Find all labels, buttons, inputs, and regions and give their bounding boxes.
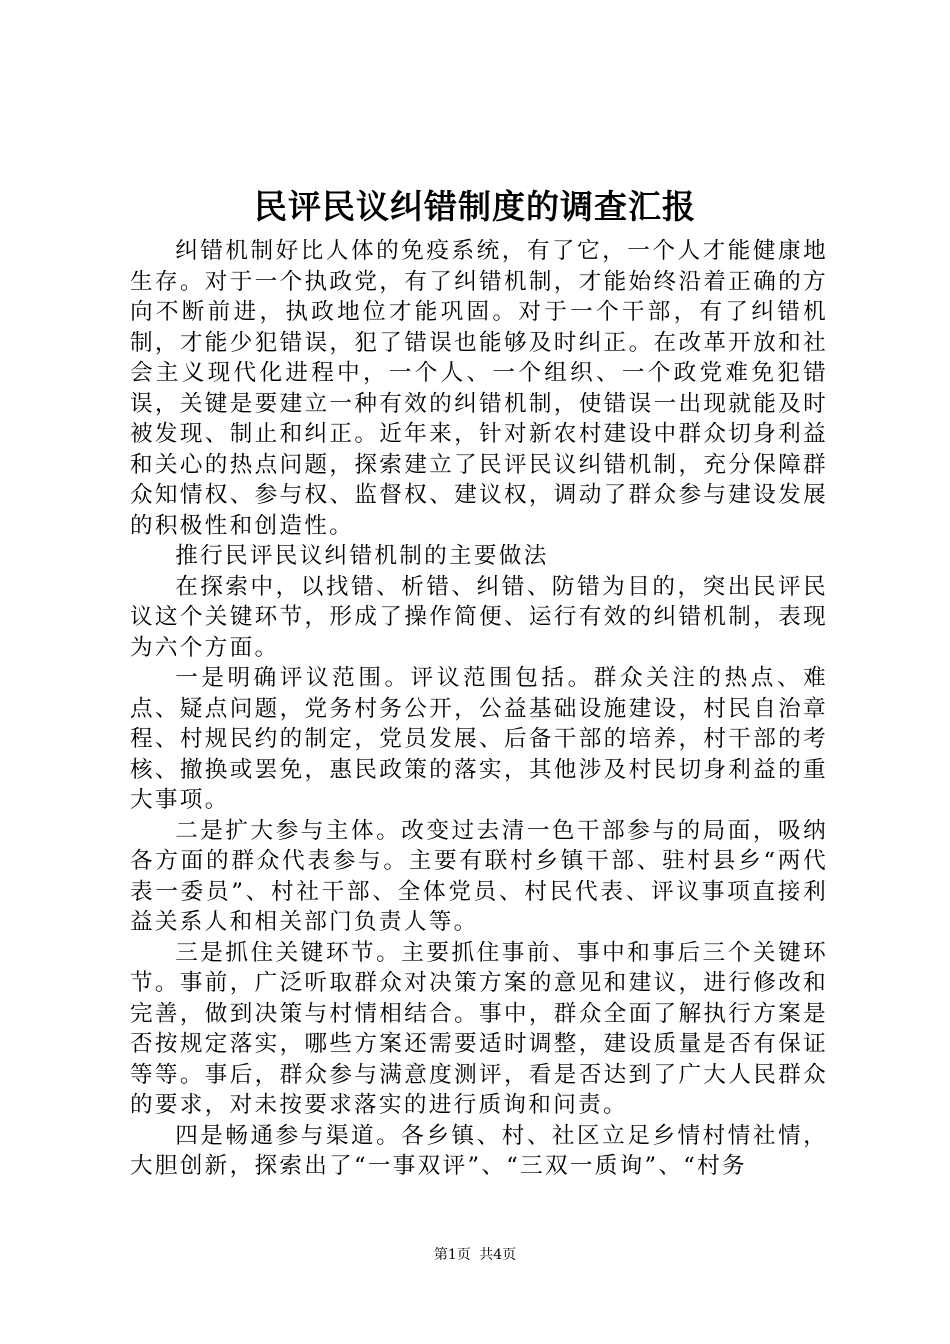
paragraph: 一是明确评议范围。评议范围包括。群众关注的热点、难点、疑点问题，党务村务公开，公益基础设施建设，村民自治章程、村规民约的制定，党员发展、后备干部的培养，村干部的考核、撤换或罢免，惠民政策的落实，其他涉及村民切身利益的重大事项。 (130, 665, 828, 813)
paragraph: 在探索中，以找错、析错、纠错、防错为目的，突出民评民议这个关键环节，形成了操作简便、运行有效的纠错机制，表现为六个方面。 (130, 573, 828, 661)
paragraph: 二是扩大参与主体。改变过去清一色干部参与的局面，吸纳各方面的群众代表参与。主要有联村乡镇干部、驻村县乡“两代表一委员”、村社干部、全体党员、村民代表、评议事项直接利益关系人和相关部门负责人等。 (130, 817, 828, 935)
page-number: 第1页 (433, 1247, 471, 1263)
page-total: 共4页 (479, 1247, 517, 1263)
document-title: 民评民议纠错制度的调查汇报 (254, 187, 696, 226)
document-body (130, 236, 828, 1182)
paragraph: 纠错机制好比人体的免疫系统，有了它，一个人才能健康地生存。对于一个执政党，有了纠错机制，才能始终沿着正确的方向不断前进，执政地位才能巩固。对于一个干部，有了纠错机制，才能少犯错误，犯了错误也能够及时纠正。在改革开放和社会主义现代化进程中，一个人、一个组织、一个政党难免犯错误，关键是要建立一种有效的纠错机制，使错误一出现就能及时被发现、制止和纠正。近年来，针对新农村建设中群众切身利益和关心的热点问题，探索建立了民评民议纠错机制，充分保障群众知情权、参与权、监督权、建议权，调动了群众参与建设发展的积极性和创造性。 (130, 238, 828, 539)
paragraph: 三是抓住关键环节。主要抓住事前、事中和事后三个关键环节。事前，广泛听取群众对决策方案的意见和建议，进行修改和完善，做到决策与村情相结合。事中，群众全面了解执行方案是否按规定落实，哪些方案还需要适时调整，建设质量是否有保证等等。事后，群众参与满意度测评，看是否达到了广大人民群众的要求，对未按要求落实的进行质询和问责。 (130, 939, 828, 1118)
page-footer (0, 1245, 950, 1265)
paragraph: 四是畅通参与渠道。各乡镇、村、社区立足乡情村情社情，大胆创新，探索出了“一事双评”、“三双一质询”、“村务 (130, 1122, 828, 1179)
section-heading: 推行民评民议纠错机制的主要做法 (175, 543, 549, 569)
